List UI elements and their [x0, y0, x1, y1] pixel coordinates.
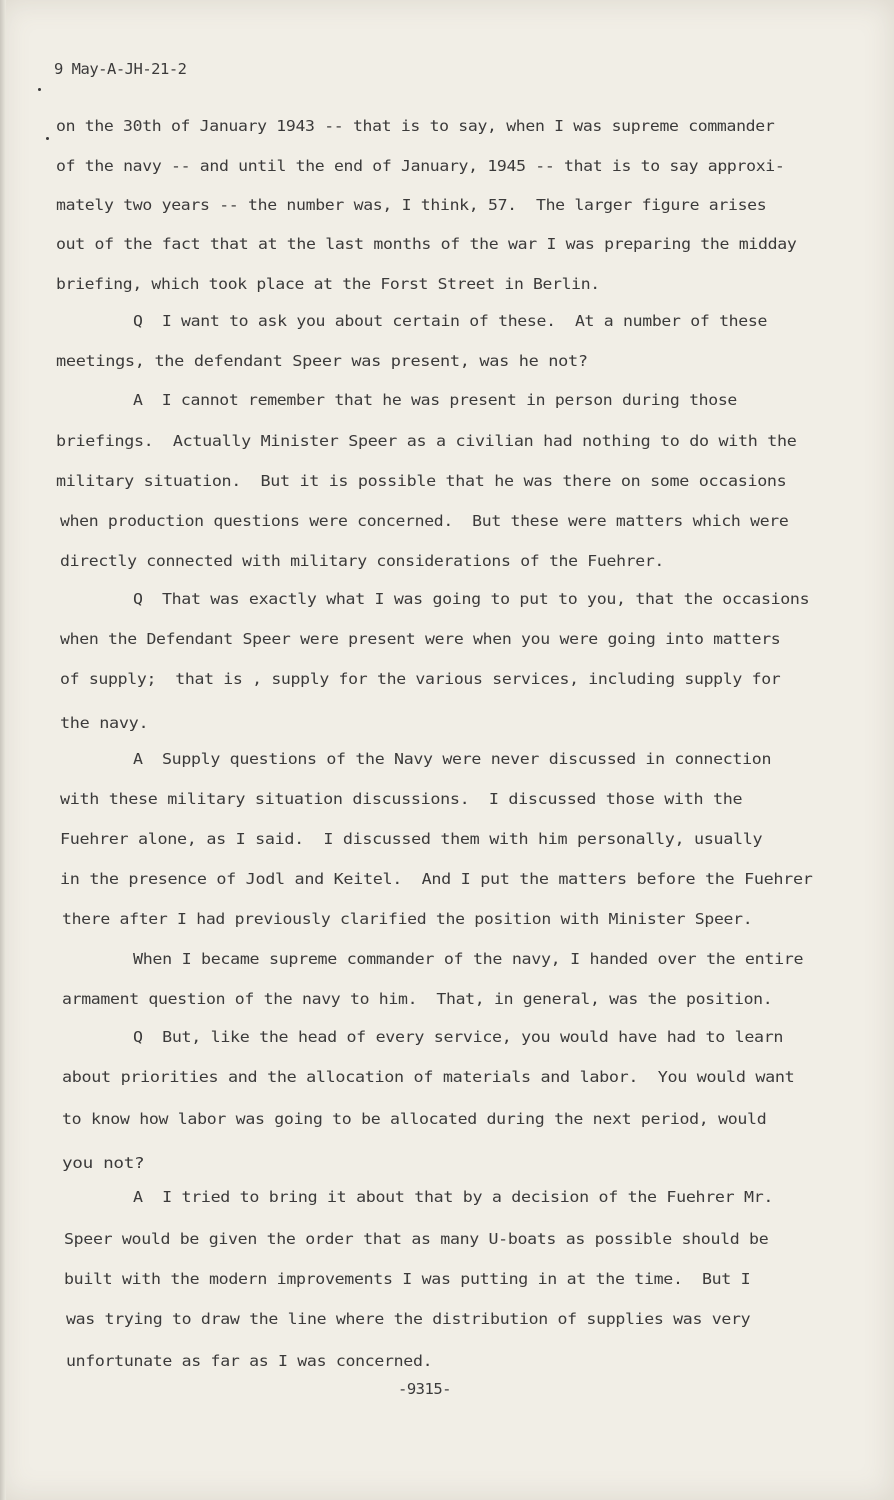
transcript-line: built with the modern improvements I was putting in at the time. But I — [64, 1270, 751, 1288]
transcript-line: A Supply questions of the Navy were never discussed in connection — [133, 750, 772, 768]
page-edge — [0, 0, 6, 1500]
transcript-line: you not? — [62, 1154, 145, 1172]
transcript-line: in the presence of Jodl and Keitel. And I put the matters before the Fuehrer — [60, 870, 813, 888]
transcript-line: unfortunate as far as I was concerned. — [66, 1352, 433, 1370]
transcript-line: of supply; that is , supply for the various services, including supply for — [60, 670, 781, 688]
page-number: -9315- — [398, 1380, 451, 1398]
transcript-line: Q That was exactly what I was going to put to you, that the occasions — [133, 590, 810, 608]
transcript-line: meetings, the defendant Speer was present, was he not? — [56, 352, 588, 370]
transcript-line: was trying to draw the line where the distribution of supplies was very — [66, 1310, 751, 1328]
transcript-line: briefing, which took place at the Forst Street in Berlin. — [56, 275, 600, 293]
transcript-line: When I became supreme commander of the navy, I handed over the entire — [133, 950, 804, 968]
transcript-line: of the navy -- and until the end of January, 1945 -- that is to say approxi- — [56, 157, 785, 175]
transcript-line: the navy. — [60, 714, 149, 732]
transcript-line: Q I want to ask you about certain of these. At a number of these — [133, 312, 768, 330]
transcript-line: mately two years -- the number was, I think, 57. The larger figure arises — [56, 196, 767, 214]
transcript-line: Speer would be given the order that as many U-boats as possible should be — [64, 1230, 769, 1248]
stray-mark — [38, 88, 41, 91]
transcript-line: out of the fact that at the last months of the war I was preparing the midday — [56, 235, 797, 253]
transcript-line: on the 30th of January 1943 -- that is to say, when I was supreme commander — [56, 117, 775, 135]
transcript-line: there after I had previously clarified the position with Minister Speer. — [62, 910, 753, 928]
transcript-line: about priorities and the allocation of materials and labor. You would want — [62, 1068, 795, 1086]
transcript-line: Fuehrer alone, as I said. I discussed them with him personally, usually — [60, 830, 763, 848]
transcript-line: Q But, like the head of every service, you would have had to learn — [133, 1028, 784, 1046]
transcript-line: when production questions were concerned. But these were matters which were — [60, 512, 789, 530]
transcript-line: with these military situation discussions. I discussed those with the — [60, 790, 743, 808]
transcript-line: A I tried to bring it about that by a decision of the Fuehrer Mr. — [133, 1188, 774, 1206]
document-code: 9 May-A-JH-21-2 — [54, 60, 187, 78]
transcript-line: armament question of the navy to him. That, in general, was the position. — [62, 990, 773, 1008]
transcript-line: to know how labor was going to be allocated during the next period, would — [62, 1110, 767, 1128]
transcript-line: directly connected with military considerations of the Fuehrer. — [60, 552, 665, 570]
stray-mark — [46, 137, 49, 140]
transcript-line: briefings. Actually Minister Speer as a civilian had nothing to do with the — [56, 432, 797, 450]
transcript-line: A I cannot remember that he was present in person during those — [133, 391, 738, 409]
transcript-line: military situation. But it is possible that he was there on some occasions — [56, 472, 787, 490]
transcript-line: when the Defendant Speer were present were when you were going into matters — [60, 630, 781, 648]
